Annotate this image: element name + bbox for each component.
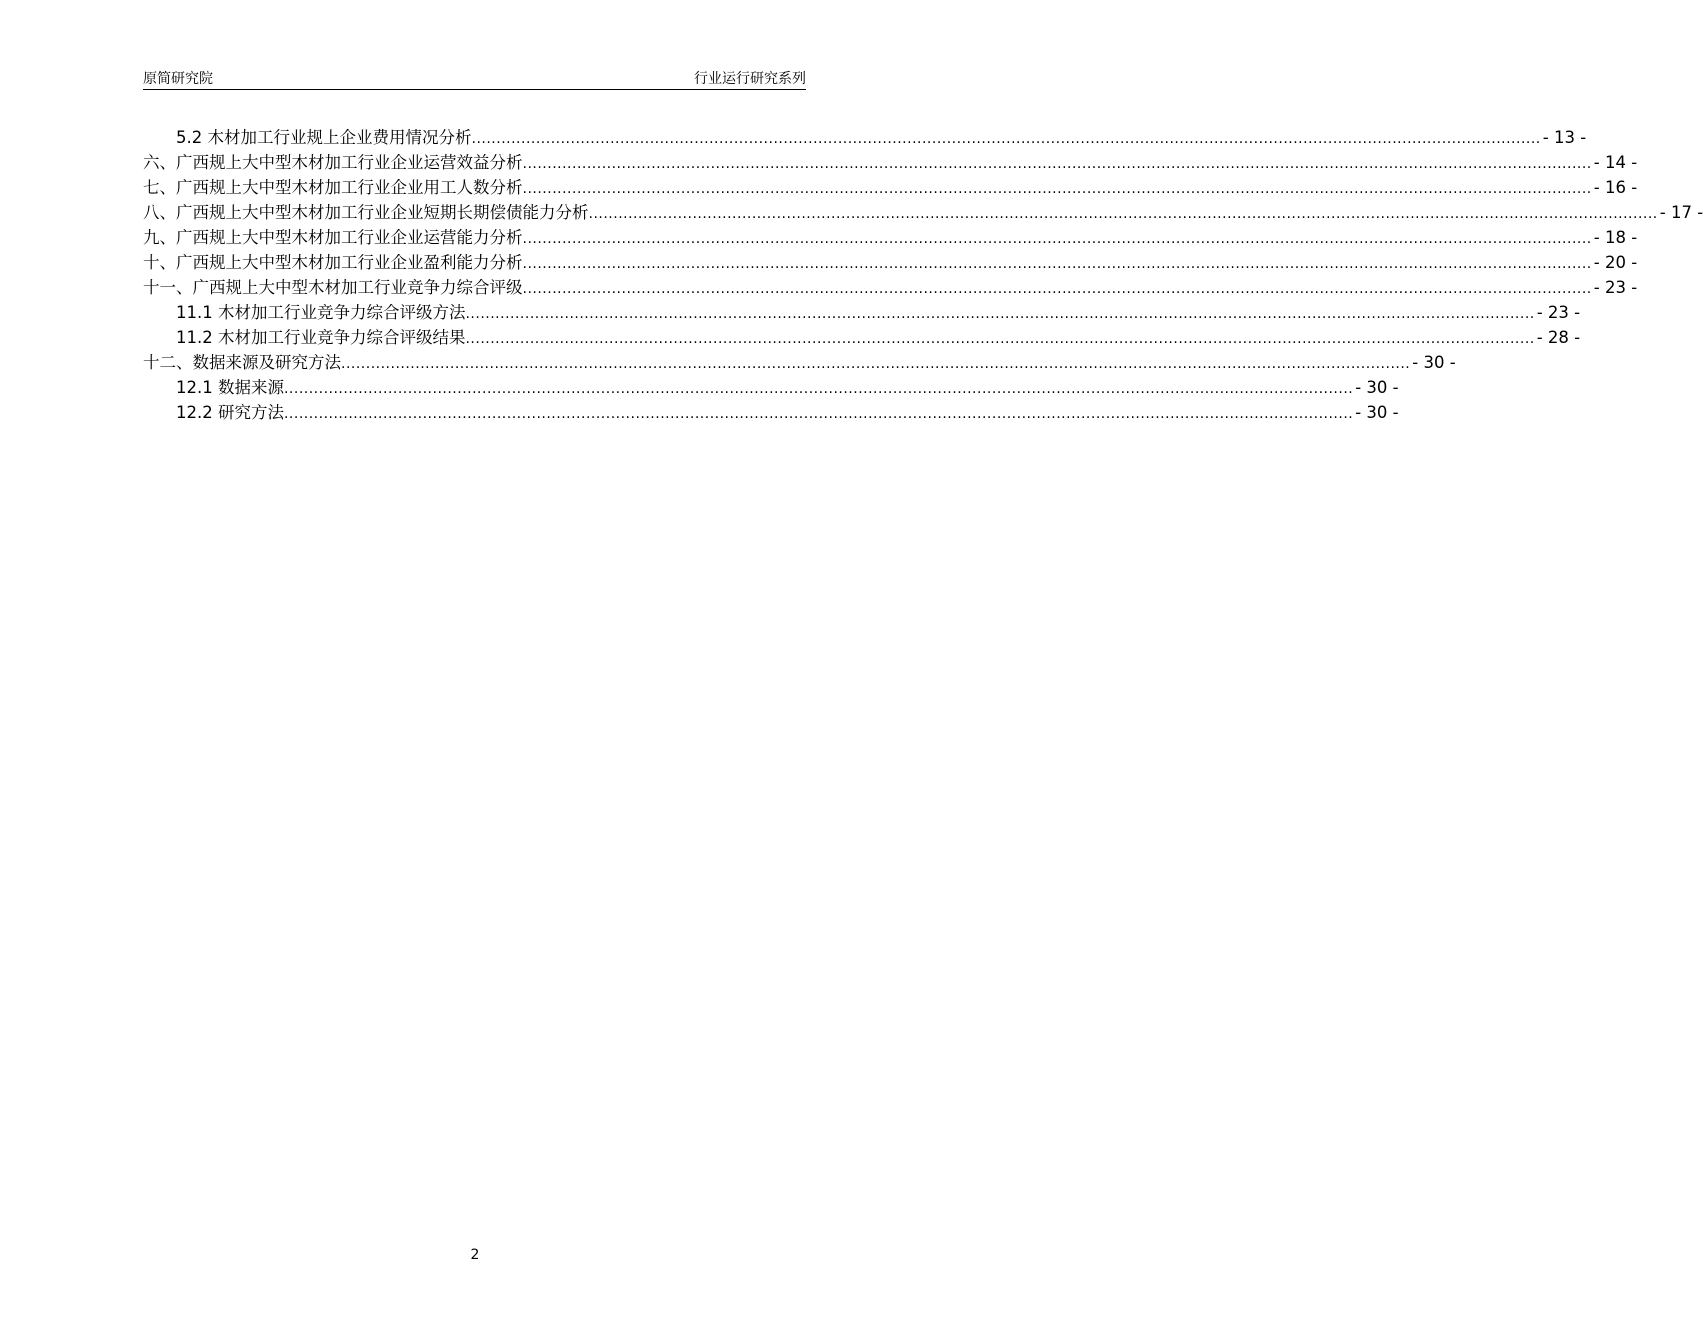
toc-entry-title: 11.1 木材加工行业竞争力综合评级方法 xyxy=(176,303,466,322)
toc-entry-page: - 17 - xyxy=(1659,203,1703,222)
toc-entry-title: 八、广西规上大中型木材加工行业企业短期长期偿债能力分析 xyxy=(143,203,589,222)
toc-leader-dots: ........................................................................................................................................................................................................................ xyxy=(283,406,1354,422)
page-number: 2 xyxy=(470,1247,480,1263)
toc-entry-page: - 28 - xyxy=(1536,328,1581,347)
toc-entry-page: - 23 - xyxy=(1536,303,1581,322)
toc-entry[interactable] xyxy=(143,300,1581,325)
toc-entry-page: - 14 - xyxy=(1593,153,1638,172)
toc-entry[interactable] xyxy=(143,175,1638,200)
page-header xyxy=(143,67,806,90)
toc-entry-page: - 20 - xyxy=(1593,253,1638,272)
toc-entry-title: 十二、数据来源及研究方法 xyxy=(143,353,341,372)
toc-entry[interactable] xyxy=(143,350,1456,375)
toc-entry-page: - 30 - xyxy=(1355,378,1399,397)
toc-entry-page: - 16 - xyxy=(1593,178,1638,197)
toc-entry[interactable] xyxy=(143,250,1638,275)
table-of-contents xyxy=(143,125,1703,425)
toc-entry[interactable] xyxy=(143,125,1587,150)
toc-leader-dots: ........................................................................................................................................................................................................................ xyxy=(465,306,1535,322)
toc-entry-page: - 23 - xyxy=(1593,278,1638,297)
header-org: 原简研究院 xyxy=(143,71,213,87)
toc-leader-dots: ........................................................................................................................................................................................................................ xyxy=(588,206,1658,222)
toc-entry[interactable] xyxy=(143,325,1581,350)
toc-leader-dots: ........................................................................................................................................................................................................................ xyxy=(341,356,1411,372)
toc-leader-dots: ........................................................................................................................................................................................................................ xyxy=(522,281,1592,297)
toc-entry-page: - 30 - xyxy=(1412,353,1456,372)
toc-entry-title: 十一、广西规上大中型木材加工行业竞争力综合评级 xyxy=(143,278,523,297)
toc-entry[interactable] xyxy=(143,400,1399,425)
toc-entry-page: - 18 - xyxy=(1593,228,1638,247)
toc-entry-title: 5.2 木材加工行业规上企业费用情况分析 xyxy=(176,128,472,147)
toc-leader-dots: ........................................................................................................................................................................................................................ xyxy=(465,331,1535,347)
toc-entry-title: 12.1 数据来源 xyxy=(176,378,284,397)
toc-entry-title: 12.2 研究方法 xyxy=(176,403,284,422)
toc-entry[interactable] xyxy=(143,225,1638,250)
toc-leader-dots: ........................................................................................................................................................................................................................ xyxy=(522,156,1592,172)
toc-entry-page: - 13 - xyxy=(1542,128,1587,147)
toc-leader-dots: ........................................................................................................................................................................................................................ xyxy=(283,381,1354,397)
toc-leader-dots: ........................................................................................................................................................................................................................ xyxy=(522,231,1592,247)
toc-entry-page: - 30 - xyxy=(1355,403,1399,422)
toc-leader-dots: ........................................................................................................................................................................................................................ xyxy=(522,181,1592,197)
toc-leader-dots: ........................................................................................................................................................................................................................ xyxy=(471,131,1541,147)
toc-entry[interactable] xyxy=(143,375,1399,400)
toc-entry[interactable] xyxy=(143,200,1703,225)
toc-entry-title: 六、广西规上大中型木材加工行业企业运营效益分析 xyxy=(143,153,523,172)
header-series: 行业运行研究系列 xyxy=(694,71,806,87)
toc-entry-title: 九、广西规上大中型木材加工行业企业运营能力分析 xyxy=(143,228,523,247)
toc-entry[interactable] xyxy=(143,150,1638,175)
toc-entry-title: 十、广西规上大中型木材加工行业企业盈利能力分析 xyxy=(143,253,523,272)
toc-leader-dots: ........................................................................................................................................................................................................................ xyxy=(522,256,1592,272)
toc-entry-title: 七、广西规上大中型木材加工行业企业用工人数分析 xyxy=(143,178,523,197)
toc-entry[interactable] xyxy=(143,275,1638,300)
toc-entry-title: 11.2 木材加工行业竞争力综合评级结果 xyxy=(176,328,466,347)
